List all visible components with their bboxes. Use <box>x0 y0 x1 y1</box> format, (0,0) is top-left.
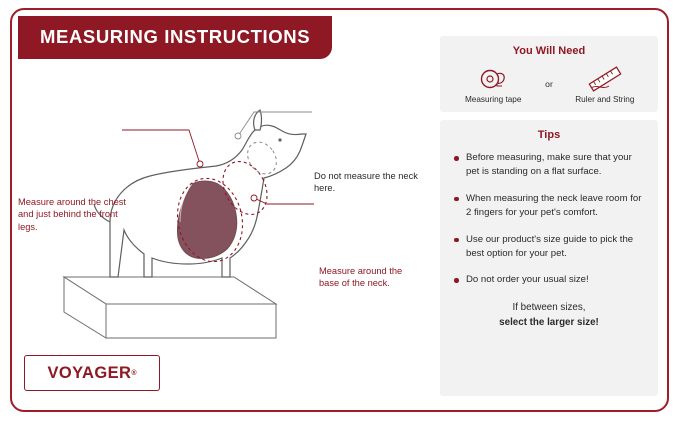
tips-footer-line1: If between sizes, <box>512 301 586 313</box>
registered-mark: ® <box>131 369 137 377</box>
tips-footer-line2: select the larger size! <box>499 316 599 328</box>
neck-top-leader-dot <box>235 133 241 139</box>
neck-base-leader-dot <box>251 195 257 201</box>
dog-eye <box>278 138 281 141</box>
page-title: MEASURING INSTRUCTIONS <box>18 16 332 59</box>
logo-text: VOYAGER <box>47 363 132 382</box>
tips-list <box>440 151 658 288</box>
tips-footer <box>440 300 658 330</box>
you-will-need-panel <box>440 36 658 112</box>
tips-heading: Tips <box>537 129 561 141</box>
neck-base-leader-line <box>254 198 314 204</box>
you-will-need-heading: You Will Need <box>512 45 586 57</box>
chest-leader-line <box>122 130 200 164</box>
tip-item: Use our product's size guide to pick the best option for your pet. <box>454 233 644 262</box>
need-item-ruler <box>563 65 647 104</box>
tips-panel <box>440 120 658 396</box>
ruler-and-string-icon <box>563 65 647 93</box>
measuring-tape-icon <box>451 65 535 93</box>
annotation-neck-base: Measure around the base of the neck. <box>319 266 403 289</box>
annotation-neck-top: Do not measure the neck here. <box>314 171 418 194</box>
voyager-logo <box>24 355 160 391</box>
need-separator: or <box>545 79 553 89</box>
need-item-tape-label: Measuring tape <box>464 95 522 104</box>
need-item-ruler-label: Ruler and String <box>575 95 635 104</box>
dog-ear <box>254 110 262 130</box>
dog-measurement-illustration <box>14 72 434 342</box>
you-will-need-items <box>440 65 658 104</box>
chest-leader-dot <box>197 161 203 167</box>
tip-item: Before measuring, make sure that your pet is standing on a flat surface. <box>454 151 644 180</box>
platform-shape <box>64 277 276 338</box>
tip-item: When measuring the neck leave room for 2 fingers for your pet's comfort. <box>454 192 644 221</box>
tip-item: Do not order your usual size! <box>454 273 644 287</box>
need-item-tape <box>451 65 535 104</box>
annotation-chest: Measure around the chest and just behind the front legs. <box>18 197 127 232</box>
